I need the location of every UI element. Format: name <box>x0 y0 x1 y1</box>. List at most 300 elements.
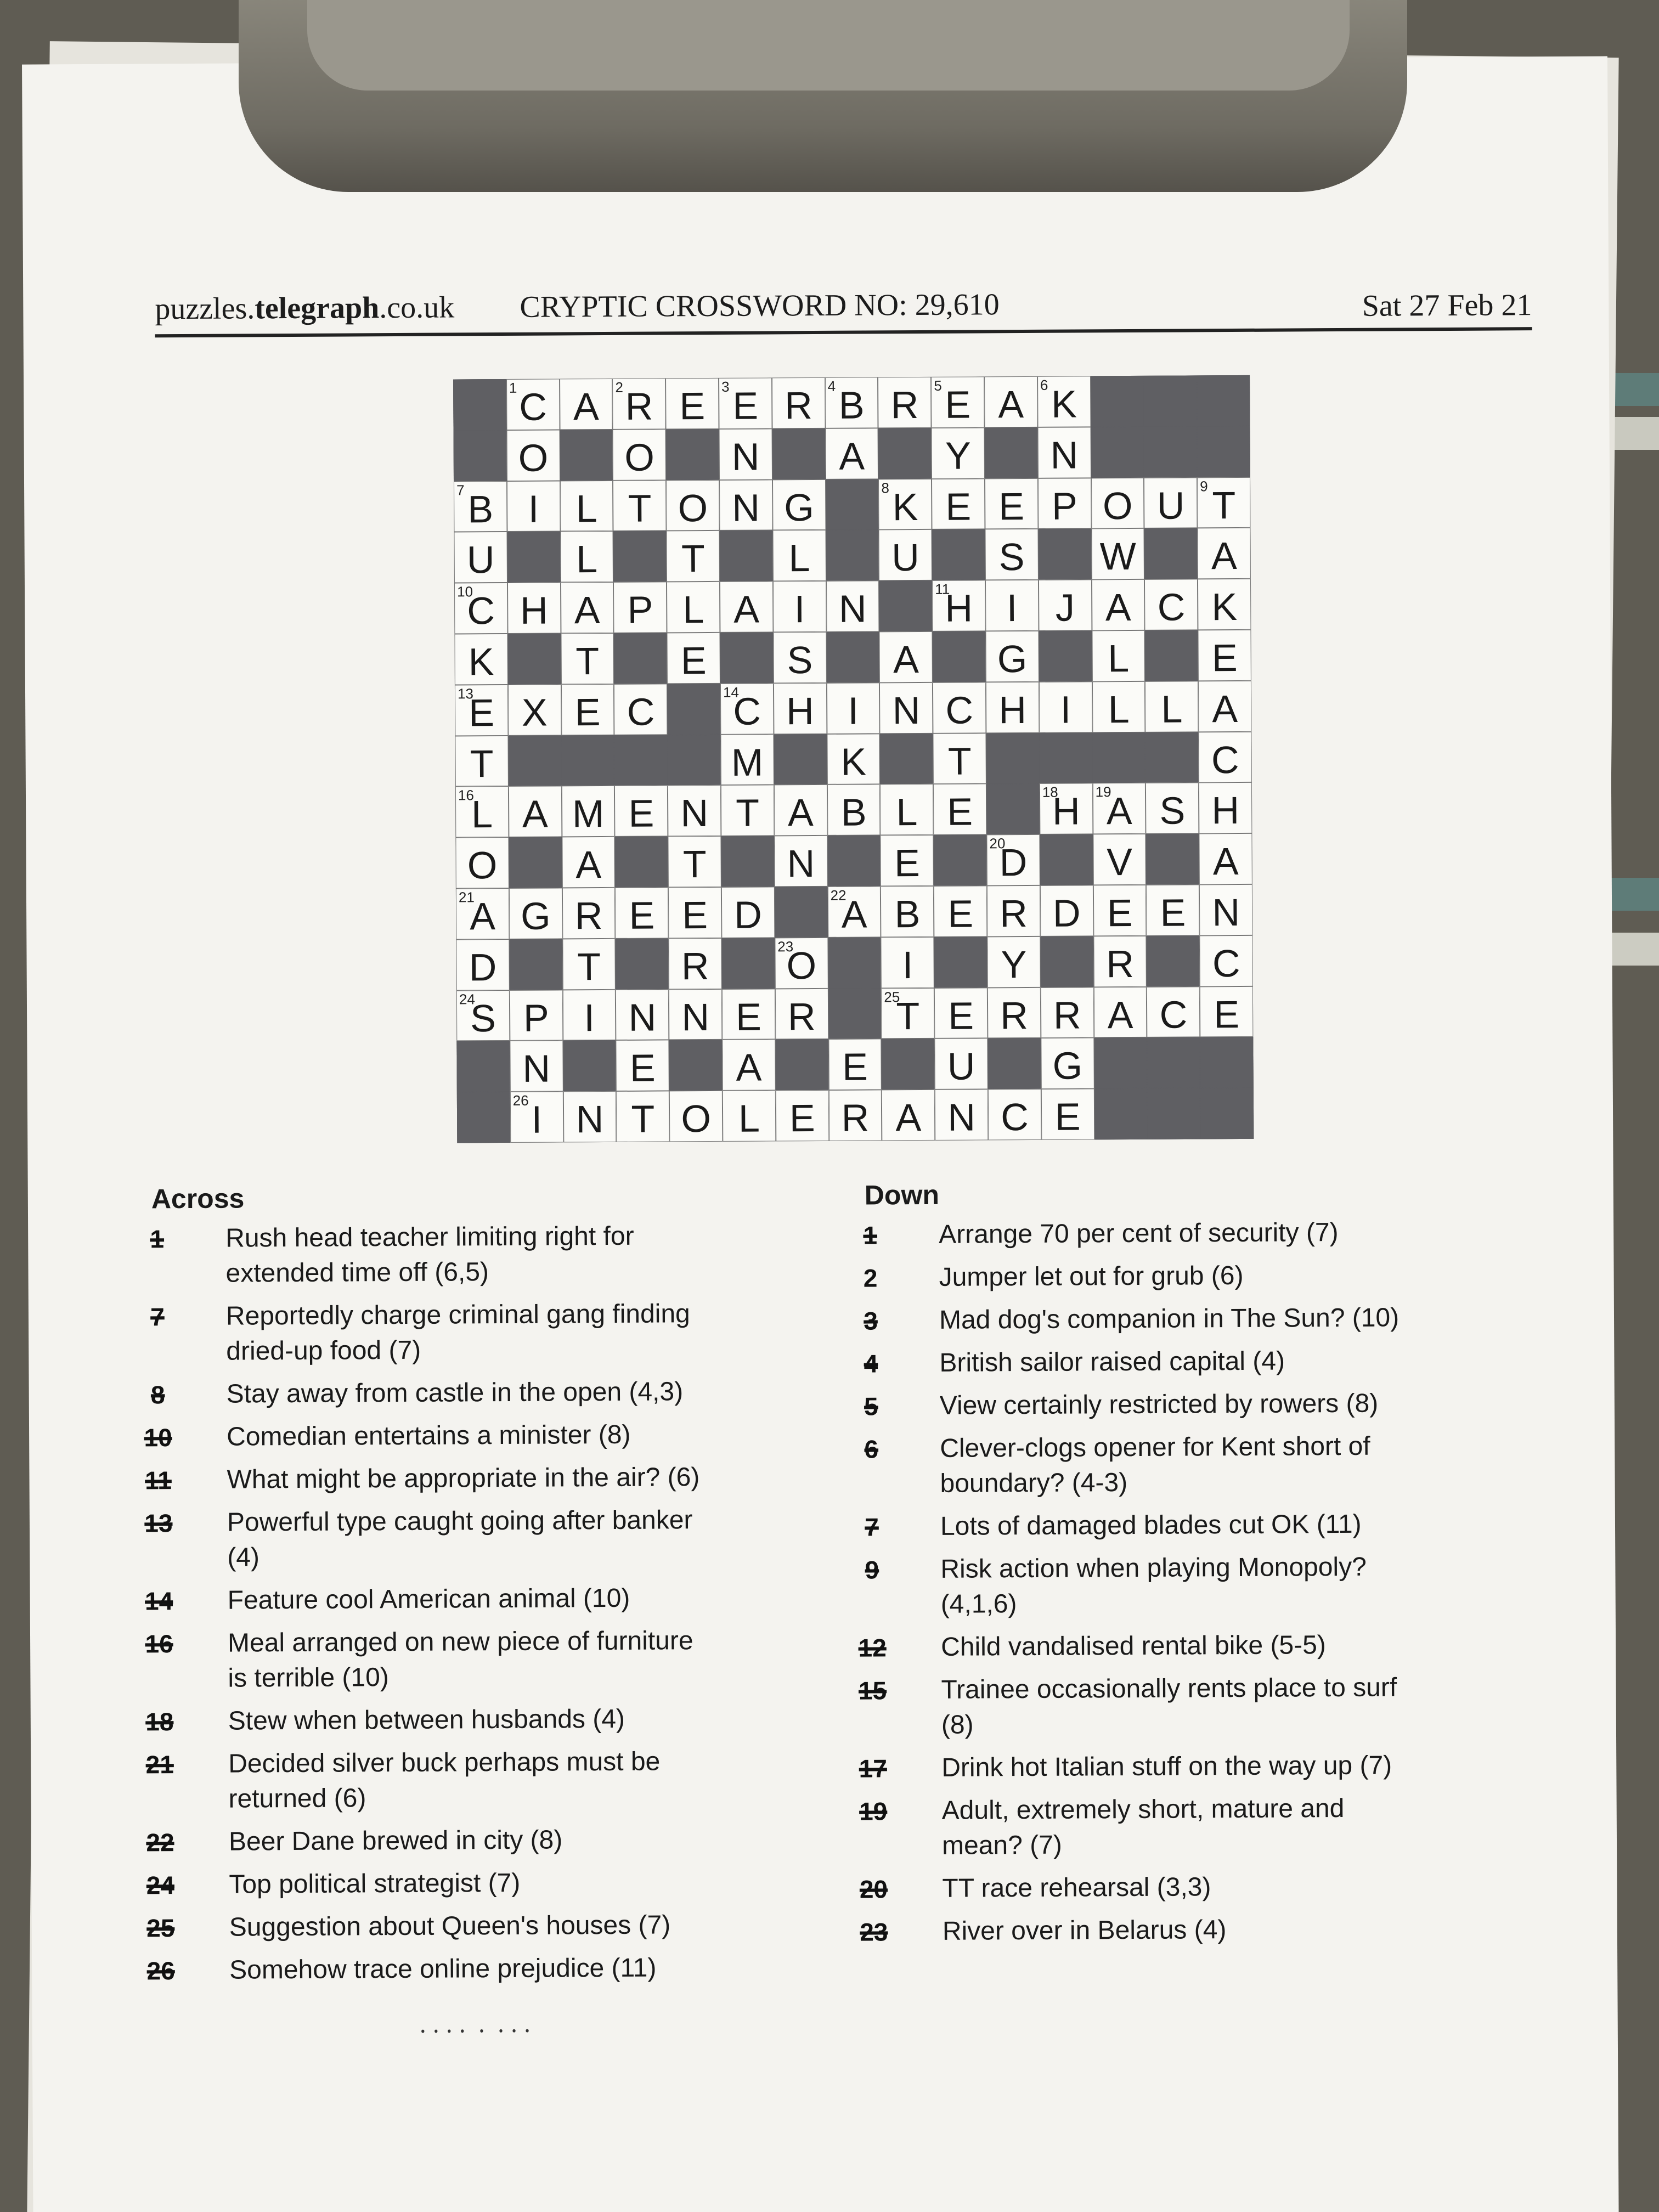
handwritten-letter: T <box>628 487 652 530</box>
grid-cell[interactable] <box>669 938 722 989</box>
grid-cell[interactable] <box>881 835 934 886</box>
black-square <box>1144 528 1198 579</box>
puzzle-title: CRYPTIC CROSSWORD NO: 29,610 <box>520 287 1000 324</box>
handwritten-letter: U <box>466 538 495 582</box>
grid-cell[interactable] <box>562 939 616 990</box>
grid-cell[interactable] <box>454 634 507 685</box>
grid-cell[interactable] <box>456 888 509 939</box>
grid-cell[interactable] <box>455 685 508 736</box>
black-square <box>934 936 988 988</box>
clue-number: 7 <box>456 481 465 499</box>
grid-cell[interactable] <box>1093 783 1146 834</box>
handwritten-letter: V <box>1107 840 1133 884</box>
sheet-header <box>155 286 1532 337</box>
black-square <box>508 735 561 786</box>
grid-cell[interactable] <box>563 1091 616 1142</box>
black-square <box>826 530 879 581</box>
grid-cell[interactable] <box>985 580 1039 631</box>
grid-cell[interactable] <box>455 837 509 888</box>
handwritten-letter: A <box>893 638 919 681</box>
grid-cell[interactable] <box>828 1090 882 1141</box>
grid-cell[interactable] <box>562 990 616 1041</box>
black-square <box>1094 1037 1147 1088</box>
clue-number: 16 <box>458 787 475 804</box>
clue-number-label: 2 <box>863 1263 878 1293</box>
grid-cell[interactable] <box>986 682 1039 733</box>
grid-cell[interactable] <box>987 885 1040 936</box>
handwritten-letter: O <box>786 944 817 988</box>
grid-cell[interactable] <box>1146 783 1199 834</box>
handwritten-letter: C <box>733 690 761 733</box>
handwritten-letter: W <box>1099 535 1136 578</box>
grid-cell[interactable] <box>669 1091 723 1142</box>
grid-cell[interactable] <box>669 989 722 1040</box>
grid-cell[interactable] <box>667 531 720 582</box>
grid-cell[interactable] <box>454 481 507 532</box>
grid-cell[interactable] <box>1144 477 1197 528</box>
black-square <box>878 428 932 479</box>
clue-number-label: 19 <box>859 1797 888 1826</box>
grid-cell[interactable] <box>988 987 1041 1038</box>
handwritten-letter: Y <box>945 434 971 477</box>
grid-cell[interactable] <box>1093 834 1146 885</box>
black-square <box>1146 732 1199 783</box>
handwritten-letter: C <box>467 589 495 633</box>
grid-cell[interactable] <box>1197 477 1250 528</box>
clue-number-label: 10 <box>144 1423 172 1452</box>
grid-cell[interactable] <box>722 1040 775 1091</box>
handwritten-letter: S <box>1159 789 1186 833</box>
grid-cell[interactable] <box>509 888 562 939</box>
grid-cell[interactable] <box>985 478 1038 529</box>
handwritten-letter: D <box>734 893 763 936</box>
black-square <box>666 429 719 480</box>
grid-cell[interactable] <box>561 684 614 735</box>
grid-cell[interactable] <box>722 989 775 1040</box>
handwritten-letter: D <box>469 945 497 989</box>
grid-cell[interactable] <box>1041 1089 1094 1140</box>
black-square <box>985 427 1038 478</box>
handwritten-letter: N <box>522 1047 551 1091</box>
grid-cell[interactable] <box>932 478 985 529</box>
handwritten-letter: P <box>523 996 549 1040</box>
handwritten-letter: A <box>1211 534 1237 578</box>
handwritten-letter: C <box>1212 941 1240 985</box>
handwritten-letter: C <box>1159 993 1188 1036</box>
handwritten-letter: E <box>945 485 972 528</box>
handwritten-letter: G <box>997 637 1028 681</box>
clue-text: Somehow trace online prejudice (11) <box>229 1953 657 1985</box>
grid-cell[interactable] <box>932 427 985 478</box>
grid-cell[interactable] <box>1198 630 1251 681</box>
black-square <box>668 735 721 786</box>
handwritten-letter: H <box>786 689 814 733</box>
black-square <box>1147 935 1200 986</box>
grid-cell[interactable] <box>934 988 988 1039</box>
grid-cell[interactable] <box>455 786 509 837</box>
grid-cell[interactable] <box>775 938 828 989</box>
grid-cell[interactable] <box>665 378 719 429</box>
grid-cell[interactable] <box>1092 681 1146 732</box>
handwritten-letter: E <box>679 385 706 428</box>
grid-cell[interactable] <box>984 376 1037 427</box>
black-square <box>933 631 986 682</box>
black-square <box>1094 1088 1147 1139</box>
grid-cell[interactable] <box>987 936 1040 988</box>
clue-number-label: 11 <box>145 1466 172 1495</box>
grid-cell[interactable] <box>508 684 561 735</box>
handwritten-letter: L <box>738 1097 760 1140</box>
grid-cell[interactable] <box>773 581 826 632</box>
grid-cell[interactable] <box>667 633 720 684</box>
grid-cell[interactable] <box>774 683 827 734</box>
grid-cell[interactable] <box>1199 884 1252 935</box>
handwritten-letter: B <box>467 487 494 531</box>
grid-cell[interactable] <box>456 990 510 1041</box>
grid-cell[interactable] <box>562 888 615 939</box>
handwritten-letter: I <box>1006 586 1018 630</box>
grid-cell[interactable] <box>931 376 984 427</box>
grid-cell[interactable] <box>510 1041 563 1092</box>
black-square <box>934 835 987 886</box>
grid-cell[interactable] <box>933 682 986 733</box>
grid-cell[interactable] <box>560 481 613 532</box>
grid-cell[interactable] <box>506 430 560 481</box>
grid-cell[interactable] <box>510 1092 563 1143</box>
handwritten-letter: E <box>948 994 974 1037</box>
clue-text: Stay away from castle in the open (4,3) <box>226 1377 684 1409</box>
grid-cell[interactable] <box>988 1089 1041 1140</box>
black-square <box>1038 529 1091 580</box>
grid-cell[interactable] <box>935 1039 988 1090</box>
grid-cell[interactable] <box>720 734 774 785</box>
grid-cell[interactable] <box>774 836 827 887</box>
handwritten-letter: N <box>1212 890 1240 934</box>
handwritten-letter: I <box>902 943 913 986</box>
grid-cell[interactable] <box>1038 478 1091 529</box>
clue-number-label: 16 <box>145 1629 173 1658</box>
handwritten-letter: T <box>947 740 972 783</box>
grid-cell[interactable] <box>985 631 1039 682</box>
grid-cell[interactable] <box>723 1091 776 1142</box>
handwritten-letter: A <box>470 895 496 938</box>
black-square <box>720 632 773 683</box>
black-square <box>560 430 613 481</box>
handwritten-letter: C <box>945 689 974 732</box>
grid-cell[interactable] <box>882 1090 935 1141</box>
handwritten-letter: O <box>681 1097 712 1141</box>
grid-cell[interactable] <box>825 428 878 479</box>
grid-cell[interactable] <box>1144 579 1198 630</box>
clue-number: 5 <box>934 377 942 394</box>
grid-cell[interactable] <box>986 834 1040 885</box>
black-square <box>1040 834 1093 885</box>
grid-cell[interactable] <box>881 937 934 988</box>
grid-cell[interactable] <box>456 939 509 990</box>
grid-cell[interactable] <box>880 784 933 835</box>
grid-cell[interactable] <box>616 1091 669 1142</box>
black-square <box>1146 834 1199 885</box>
clue-number: 18 <box>1042 784 1058 801</box>
grid-cell[interactable] <box>1092 579 1145 630</box>
handwritten-letter: G <box>1052 1044 1083 1088</box>
clue-number: 3 <box>721 378 730 395</box>
grid-cell[interactable] <box>827 733 880 785</box>
grid-cell[interactable] <box>613 582 667 633</box>
handwritten-letter: H <box>945 586 973 630</box>
grid-cell[interactable] <box>560 379 613 430</box>
black-square <box>986 732 1039 783</box>
grid-cell[interactable] <box>1040 885 1093 936</box>
clue-number: 20 <box>989 835 1006 852</box>
grid-cell[interactable] <box>562 786 615 837</box>
handwritten-letter: J <box>1055 586 1075 629</box>
grid-cell[interactable] <box>827 682 880 733</box>
handwritten-letter: E <box>629 1046 656 1090</box>
grid-cell[interactable] <box>879 529 932 580</box>
handwritten-letter: L <box>471 793 493 836</box>
grid-cell[interactable] <box>935 1090 988 1141</box>
grid-cell[interactable] <box>615 887 668 938</box>
grid-cell[interactable] <box>933 784 986 835</box>
handwritten-letter: A <box>736 1046 762 1090</box>
grid-cell[interactable] <box>720 683 774 734</box>
handwritten-letter: T <box>681 537 705 580</box>
black-square <box>457 1092 510 1143</box>
grid-cell[interactable] <box>509 786 562 837</box>
grid-cell[interactable] <box>719 428 772 479</box>
grid-cell[interactable] <box>772 479 826 531</box>
clue-text: Arrange 70 per cent of security (7) <box>939 1218 1339 1249</box>
grid-cell[interactable] <box>1040 783 1093 834</box>
grid-cell[interactable] <box>561 582 614 633</box>
grid-cell[interactable] <box>613 429 666 480</box>
down-heading: Down <box>864 1179 940 1211</box>
grid-cell[interactable] <box>616 1040 669 1091</box>
handwritten-letter: E <box>629 894 655 937</box>
grid-cell[interactable] <box>828 1039 882 1090</box>
handwritten-letter: M <box>731 741 764 784</box>
handwritten-letter: E <box>894 842 921 885</box>
grid-cell[interactable] <box>772 530 826 581</box>
black-square <box>563 1040 616 1091</box>
grid-cell[interactable] <box>932 580 985 631</box>
grid-cell[interactable] <box>668 836 721 887</box>
handwritten-letter: G <box>784 486 814 529</box>
clue-number: 4 <box>827 377 836 394</box>
handwritten-letter: E <box>732 384 759 427</box>
black-square <box>719 531 772 582</box>
grid-cell[interactable] <box>1198 681 1251 732</box>
handwritten-letter: E <box>789 1097 815 1140</box>
black-square <box>1144 426 1197 477</box>
grid-cell[interactable] <box>827 785 881 836</box>
grid-cell[interactable] <box>1091 477 1144 528</box>
grid-cell[interactable] <box>879 631 933 682</box>
clue-text: Adult, extremely short, mature and <box>941 1793 1345 1825</box>
clue-number-label: 24 <box>146 1871 175 1900</box>
handwritten-letter: H <box>1211 789 1240 832</box>
clue-number-label: 8 <box>150 1380 165 1409</box>
grid-cell[interactable] <box>455 736 508 787</box>
grid-cell[interactable] <box>454 583 507 634</box>
handwritten-letter: A <box>839 435 865 478</box>
clue-number-label: 17 <box>859 1754 888 1783</box>
grid-cell[interactable] <box>1145 681 1198 732</box>
grid-cell[interactable] <box>1092 630 1145 681</box>
grid-cell[interactable] <box>506 379 560 430</box>
handwritten-letter: C <box>1000 1096 1029 1139</box>
grid-cell[interactable] <box>1199 782 1252 833</box>
clue-number-label: 1 <box>150 1224 165 1254</box>
grid-cell[interactable] <box>772 377 825 428</box>
black-square <box>1091 427 1144 478</box>
black-square <box>1040 936 1093 987</box>
clue-text: mean? (7) <box>941 1830 1062 1860</box>
grid-cell[interactable] <box>614 684 667 735</box>
grid-cell[interactable] <box>878 377 931 428</box>
handwritten-letter: U <box>1156 484 1185 527</box>
clipboard-clip-top <box>307 0 1350 91</box>
grid-cell[interactable] <box>775 988 828 1039</box>
grid-cell[interactable] <box>720 582 773 633</box>
handwritten-letter: C <box>1211 738 1239 781</box>
grid-cell[interactable] <box>1198 528 1251 579</box>
grid-cell[interactable] <box>1200 935 1253 986</box>
black-square <box>507 633 561 684</box>
handwritten-letter: L <box>575 487 597 530</box>
handwritten-letter: L <box>896 791 918 834</box>
handwritten-letter: U <box>891 536 920 579</box>
handwritten-letter: C <box>519 385 547 428</box>
grid-cell[interactable] <box>719 377 772 428</box>
black-square <box>1147 1088 1200 1139</box>
grid-cell[interactable] <box>613 480 666 531</box>
clue-text: Powerful type caught going after banker <box>227 1505 693 1537</box>
handwritten-letter: C <box>627 690 655 733</box>
grid-cell[interactable] <box>510 990 563 1041</box>
black-square <box>507 532 560 583</box>
black-square <box>669 1040 723 1091</box>
black-square <box>828 937 881 988</box>
grid-cell[interactable] <box>1200 986 1253 1037</box>
grid-cell[interactable] <box>1147 986 1200 1037</box>
grid-cell[interactable] <box>1199 833 1252 884</box>
grid-cell[interactable] <box>934 885 987 936</box>
black-square <box>879 580 932 631</box>
grid-cell[interactable] <box>879 682 933 733</box>
grid-cell[interactable] <box>454 532 507 583</box>
handwritten-letter: H <box>520 589 548 633</box>
grid-cell[interactable] <box>616 989 669 1040</box>
grid-cell[interactable] <box>561 633 614 684</box>
black-square <box>1143 375 1197 426</box>
grid-cell[interactable] <box>507 583 561 634</box>
grid-cell[interactable] <box>562 837 615 888</box>
clue-text: British sailor raised capital (4) <box>939 1346 1285 1378</box>
grid-cell[interactable] <box>878 478 932 529</box>
grid-cell[interactable] <box>773 632 826 683</box>
handwritten-letter: N <box>732 486 760 529</box>
handwritten-letter: S <box>787 639 813 682</box>
clue-number: 9 <box>1200 477 1208 494</box>
grid-cell[interactable] <box>507 481 560 532</box>
grid-cell[interactable] <box>1093 936 1147 987</box>
handwritten-letter: A <box>998 383 1024 426</box>
grid-cell[interactable] <box>933 733 986 784</box>
grid-cell[interactable] <box>1146 884 1199 935</box>
clue-number: 13 <box>457 685 474 702</box>
clue-number-label: 21 <box>145 1750 174 1779</box>
grid-cell[interactable] <box>666 480 719 531</box>
grid-cell[interactable] <box>721 887 775 938</box>
grid-cell[interactable] <box>721 785 774 836</box>
grid-cell[interactable] <box>614 786 668 837</box>
grid-cell[interactable] <box>1093 885 1146 936</box>
handwritten-letter: R <box>890 383 919 427</box>
grid-cell[interactable] <box>1039 681 1092 732</box>
grid-cell[interactable] <box>1041 987 1094 1038</box>
handwritten-letter: A <box>841 893 867 936</box>
handwritten-letter: E <box>1054 1095 1081 1138</box>
handwritten-letter: E <box>945 383 971 426</box>
grid-cell[interactable] <box>667 582 720 633</box>
grid-cell[interactable] <box>881 988 934 1039</box>
grid-cell[interactable] <box>985 529 1038 580</box>
grid-cell[interactable] <box>1198 579 1251 630</box>
grid-cell[interactable] <box>668 785 721 836</box>
clue-number: 2 <box>615 379 624 396</box>
grid-cell[interactable] <box>560 531 613 582</box>
clue-text: Beer Dane brewed in city (8) <box>228 1825 563 1857</box>
handwritten-letter: A <box>787 791 814 834</box>
black-square <box>1091 376 1144 427</box>
handwritten-letter: E <box>574 690 601 734</box>
handwritten-letter: U <box>947 1045 975 1088</box>
handwritten-letter: E <box>947 790 973 834</box>
grid-cell[interactable] <box>776 1090 829 1141</box>
grid-cell[interactable] <box>774 785 827 836</box>
black-square <box>826 631 879 682</box>
grid-cell[interactable] <box>719 479 772 531</box>
clue-text: What might be appropriate in the air? (6) <box>227 1463 700 1494</box>
grid-cell[interactable] <box>881 886 934 937</box>
grid-cell[interactable] <box>1093 986 1147 1037</box>
black-square <box>988 1038 1041 1089</box>
black-square <box>615 837 668 888</box>
handwritten-letter: A <box>733 588 760 631</box>
grid-cell[interactable] <box>1091 528 1144 579</box>
grid-cell[interactable] <box>1037 427 1091 478</box>
handwritten-letter: S <box>998 535 1025 579</box>
grid-cell[interactable] <box>668 887 721 938</box>
grid-cell[interactable] <box>1037 376 1091 427</box>
handwritten-letter: H <box>998 688 1027 732</box>
handwritten-letter: E <box>947 892 974 935</box>
clue-text: Mad dog's companion in The Sun? (10) <box>939 1303 1400 1335</box>
clue-number-label: 12 <box>858 1633 887 1662</box>
grid-cell[interactable] <box>1041 1038 1094 1089</box>
grid-cell[interactable] <box>612 378 665 429</box>
grid-cell[interactable] <box>826 581 879 632</box>
handwritten-letter: R <box>625 385 653 428</box>
grid-cell[interactable] <box>827 886 881 937</box>
grid-cell[interactable] <box>825 377 878 428</box>
grid-cell[interactable] <box>1039 580 1092 631</box>
grid-cell[interactable] <box>1199 731 1252 782</box>
handwritten-letter: R <box>1000 891 1028 935</box>
handwritten-letter: T <box>631 1097 655 1141</box>
